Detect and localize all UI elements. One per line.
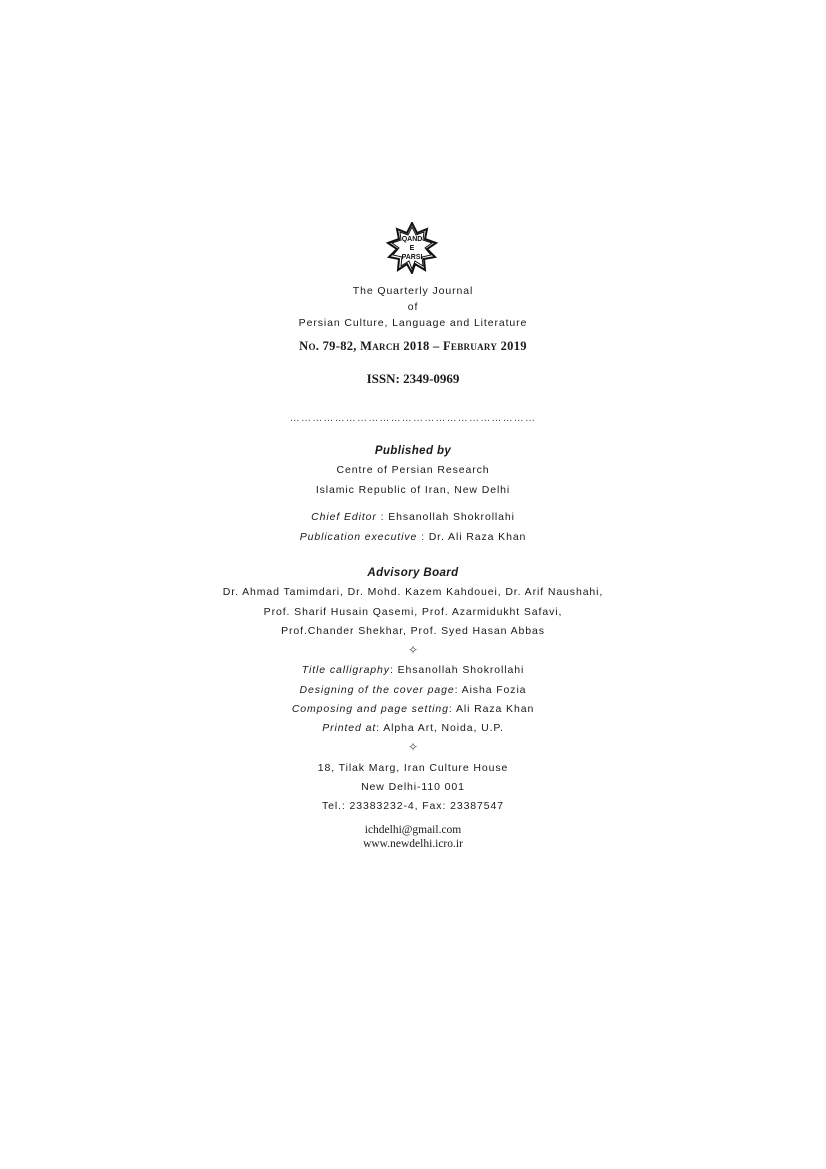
ornament-icon: ✧ xyxy=(407,643,419,657)
printed-at-label: Printed at xyxy=(322,722,377,734)
publisher-location: Islamic Republic of Iran, New Delhi xyxy=(315,484,511,496)
chief-editor-name: Ehsanollah Shokrollahi xyxy=(388,511,515,523)
composing-label: Composing and page setting xyxy=(291,703,449,715)
issue-number: No. 79-82, March 2018 – February 2019 xyxy=(299,339,527,353)
publication-executive-separator: : xyxy=(417,531,429,543)
publisher-name: Centre of Persian Research xyxy=(336,464,490,476)
advisory-board-line-2: Prof. Sharif Husain Qasemi, Prof. Azarmidukht Safavi, xyxy=(263,606,563,618)
chief-editor-label: Chief Editor xyxy=(311,511,377,523)
qand-e-parsi-logo-icon xyxy=(386,222,438,274)
composing-line xyxy=(0,703,826,715)
publication-executive-name: Dr. Ali Raza Khan xyxy=(428,531,527,543)
chief-editor-line xyxy=(0,511,826,523)
advisory-board-heading: Advisory Board xyxy=(367,567,459,579)
address-line-1: 18, Tilak Marg, Iran Culture House xyxy=(317,762,509,774)
cover-design-label: Designing of the cover page xyxy=(299,684,455,696)
published-by-heading: Published by xyxy=(374,445,452,457)
title-calligraphy-line xyxy=(0,664,826,676)
journal-title-line-1: The Quarterly Journal xyxy=(352,285,474,297)
advisory-board-line-1: Dr. Ahmad Tamimdari, Dr. Mohd. Kazem Kahdouei, Dr. Arif Naushahi, xyxy=(222,586,604,598)
title-calligraphy-value: : Ehsanollah Shokrollahi xyxy=(389,664,525,676)
svg-text:PARSI: PARSI xyxy=(401,254,423,261)
composing-value: : Ali Raza Khan xyxy=(448,703,535,715)
publication-executive-label: Publication executive xyxy=(299,531,418,543)
address-line-2: New Delhi-110 001 xyxy=(361,781,465,793)
printed-at-line xyxy=(0,722,826,734)
email: ichdelhi@gmail.com xyxy=(364,824,462,836)
cover-design-line xyxy=(0,684,826,696)
cover-design-value: : Aisha Fozia xyxy=(454,684,527,696)
dotted-separator: ………………………………………………………… xyxy=(289,413,537,424)
phone-fax-line: Tel.: 23383232-4, Fax: 23387547 xyxy=(321,800,505,812)
website: www.newdelhi.icro.ir xyxy=(363,838,463,850)
svg-text:E: E xyxy=(409,245,415,252)
journal-title-line-3: Persian Culture, Language and Literature xyxy=(298,317,528,329)
journal-title-line-2: of xyxy=(407,301,419,313)
printed-at-value: : Alpha Art, Noida, U.P. xyxy=(376,722,504,734)
chief-editor-separator: : xyxy=(376,511,389,523)
ornament-icon-2: ✧ xyxy=(407,740,419,754)
svg-text:QAND: QAND xyxy=(401,236,423,243)
publication-executive-line xyxy=(0,531,826,543)
advisory-board-line-3: Prof.Chander Shekhar, Prof. Syed Hasan Abbas xyxy=(281,625,545,637)
issn: ISSN: 2349-0969 xyxy=(366,371,460,386)
title-calligraphy-label: Title calligraphy xyxy=(301,664,390,676)
